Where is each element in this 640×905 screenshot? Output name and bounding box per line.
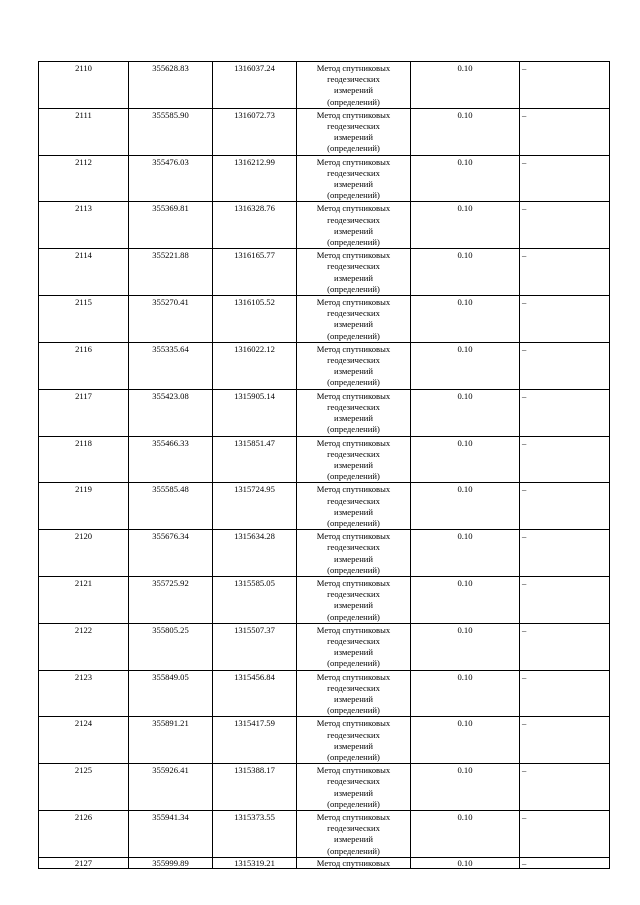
- x-coordinate-cell: 355466.33: [129, 436, 213, 483]
- point-number-cell: 2110: [39, 62, 129, 109]
- x-coordinate-cell: 355423.08: [129, 389, 213, 436]
- table-row: [39, 670, 610, 717]
- description-cell: –: [520, 670, 610, 717]
- method-line: Метод спутниковых: [316, 484, 391, 495]
- description-cell: –: [520, 389, 610, 436]
- method-line: измерений: [333, 693, 374, 704]
- method-line: геодезических: [327, 308, 380, 319]
- y-coordinate-cell: 1315585.05: [213, 576, 297, 623]
- x-coordinate-cell: 355270.41: [129, 296, 213, 343]
- method-cell: [297, 670, 411, 717]
- method-cell: [297, 296, 411, 343]
- accuracy-cell: 0.10: [411, 811, 520, 858]
- method-cell: [297, 62, 411, 109]
- method-cell: [297, 717, 411, 764]
- y-coordinate-cell: 1315319.21: [213, 857, 297, 868]
- point-number-cell: 2114: [39, 249, 129, 296]
- method-line: измерений: [333, 225, 374, 236]
- x-coordinate-cell: 355891.21: [129, 717, 213, 764]
- x-coordinate-cell: 355941.34: [129, 811, 213, 858]
- method-cell: [297, 857, 411, 868]
- x-coordinate-cell: 355725.92: [129, 576, 213, 623]
- method-line: геодезических: [327, 635, 380, 646]
- accuracy-cell: 0.10: [411, 670, 520, 717]
- accuracy-cell: 0.10: [411, 576, 520, 623]
- method-line: Метод спутниковых: [316, 203, 391, 214]
- accuracy-cell: 0.10: [411, 342, 520, 389]
- y-coordinate-cell: 1316165.77: [213, 249, 297, 296]
- method-line: Метод спутниковых: [316, 343, 391, 354]
- x-coordinate-cell: 355999.89: [129, 857, 213, 868]
- method-line: измерений: [333, 85, 374, 96]
- table-row: [39, 623, 610, 670]
- method-line: (определений): [327, 143, 380, 154]
- y-coordinate-cell: 1315388.17: [213, 764, 297, 811]
- y-coordinate-cell: 1316072.73: [213, 108, 297, 155]
- point-number-cell: 2116: [39, 342, 129, 389]
- point-number-cell: 2113: [39, 202, 129, 249]
- table-row: [39, 389, 610, 436]
- method-cell: [297, 530, 411, 577]
- method-line: геодезических: [327, 261, 380, 272]
- description-cell: –: [520, 530, 610, 577]
- x-coordinate-cell: 355628.83: [129, 62, 213, 109]
- description-cell: –: [520, 202, 610, 249]
- y-coordinate-cell: 1315417.59: [213, 717, 297, 764]
- method-cell: [297, 576, 411, 623]
- method-line: измерений: [333, 506, 374, 517]
- table-row: [39, 717, 610, 764]
- method-line: геодезических: [327, 167, 380, 178]
- y-coordinate-cell: 1316212.99: [213, 155, 297, 202]
- method-line: (определений): [327, 424, 380, 435]
- y-coordinate-cell: 1316328.76: [213, 202, 297, 249]
- method-line: геодезических: [327, 355, 380, 366]
- method-line: (определений): [327, 190, 380, 201]
- y-coordinate-cell: 1316105.52: [213, 296, 297, 343]
- accuracy-cell: 0.10: [411, 530, 520, 577]
- description-cell: –: [520, 62, 610, 109]
- x-coordinate-cell: 355335.64: [129, 342, 213, 389]
- y-coordinate-cell: 1315507.37: [213, 623, 297, 670]
- method-line: (определений): [327, 283, 380, 294]
- method-line: Метод спутниковых: [316, 63, 391, 73]
- y-coordinate-cell: 1315724.95: [213, 483, 297, 530]
- description-cell: –: [520, 623, 610, 670]
- method-cell: [297, 811, 411, 858]
- point-number-cell: 2125: [39, 764, 129, 811]
- method-line: измерений: [333, 740, 374, 751]
- method-line: Метод спутниковых: [316, 577, 391, 588]
- description-cell: –: [520, 249, 610, 296]
- method-line: (определений): [327, 705, 380, 716]
- method-cell: [297, 108, 411, 155]
- method-line: геодезических: [327, 214, 380, 225]
- method-line: (определений): [327, 845, 380, 856]
- method-line: измерений: [333, 132, 374, 143]
- point-number-cell: 2122: [39, 623, 129, 670]
- point-number-cell: 2127: [39, 857, 129, 868]
- table-row: [39, 155, 610, 202]
- point-number-cell: 2124: [39, 717, 129, 764]
- x-coordinate-cell: 355805.25: [129, 623, 213, 670]
- point-number-cell: 2120: [39, 530, 129, 577]
- method-line: (определений): [327, 658, 380, 669]
- method-line: геодезических: [327, 495, 380, 506]
- table-row: [39, 296, 610, 343]
- method-line: Метод спутниковых: [316, 671, 391, 682]
- table-row: [39, 202, 610, 249]
- accuracy-cell: 0.10: [411, 155, 520, 202]
- table-body: [39, 62, 610, 869]
- x-coordinate-cell: 355926.41: [129, 764, 213, 811]
- x-coordinate-cell: 355849.05: [129, 670, 213, 717]
- x-coordinate-cell: 355221.88: [129, 249, 213, 296]
- accuracy-cell: 0.10: [411, 62, 520, 109]
- method-line: измерений: [333, 413, 374, 424]
- y-coordinate-cell: 1316022.12: [213, 342, 297, 389]
- method-line: Метод спутниковых: [316, 531, 391, 542]
- table-row: [39, 62, 610, 109]
- method-line: измерений: [333, 366, 374, 377]
- method-line: измерений: [333, 600, 374, 611]
- method-line: Метод спутниковых: [316, 812, 391, 822]
- method-line: измерений: [333, 647, 374, 658]
- method-line: измерений: [333, 319, 374, 330]
- x-coordinate-cell: 355676.34: [129, 530, 213, 577]
- method-cell: [297, 764, 411, 811]
- method-line: геодезических: [327, 448, 380, 459]
- method-line: геодезических: [327, 776, 380, 787]
- description-cell: –: [520, 296, 610, 343]
- method-line: Метод спутниковых: [316, 624, 391, 635]
- table-row: [39, 342, 610, 389]
- table-row: [39, 576, 610, 623]
- table-row: [39, 436, 610, 483]
- accuracy-cell: 0.10: [411, 249, 520, 296]
- method-line: Метод спутниковых: [316, 390, 391, 401]
- method-line: (определений): [327, 330, 380, 341]
- method-cell: [297, 202, 411, 249]
- method-line: (определений): [327, 611, 380, 622]
- method-line: (определений): [327, 377, 380, 388]
- method-line: геодезических: [327, 121, 380, 132]
- coordinates-table: [38, 61, 610, 869]
- method-cell: [297, 342, 411, 389]
- description-cell: –: [520, 436, 610, 483]
- y-coordinate-cell: 1315851.47: [213, 436, 297, 483]
- point-number-cell: 2123: [39, 670, 129, 717]
- point-number-cell: 2126: [39, 811, 129, 858]
- method-cell: [297, 436, 411, 483]
- point-number-cell: 2111: [39, 108, 129, 155]
- x-coordinate-cell: 355585.48: [129, 483, 213, 530]
- table-row: [39, 249, 610, 296]
- method-line: геодезических: [327, 74, 380, 85]
- method-line: Метод спутниковых: [316, 156, 391, 167]
- accuracy-cell: 0.10: [411, 623, 520, 670]
- table-row: [39, 811, 610, 858]
- y-coordinate-cell: 1315905.14: [213, 389, 297, 436]
- method-line: геодезических: [327, 682, 380, 693]
- method-line: Метод спутниковых: [316, 250, 391, 261]
- method-line: (определений): [327, 96, 380, 107]
- method-line: геодезических: [327, 823, 380, 834]
- table-row: [39, 483, 610, 530]
- y-coordinate-cell: 1315456.84: [213, 670, 297, 717]
- method-cell: [297, 483, 411, 530]
- y-coordinate-cell: 1316037.24: [213, 62, 297, 109]
- x-coordinate-cell: 355585.90: [129, 108, 213, 155]
- point-number-cell: 2118: [39, 436, 129, 483]
- method-cell: [297, 623, 411, 670]
- table-row: [39, 108, 610, 155]
- description-cell: –: [520, 108, 610, 155]
- method-cell: [297, 389, 411, 436]
- method-line: Метод спутниковых: [316, 718, 391, 729]
- description-cell: –: [520, 717, 610, 764]
- method-line: измерений: [333, 834, 374, 845]
- method-line: измерений: [333, 272, 374, 283]
- description-cell: –: [520, 483, 610, 530]
- x-coordinate-cell: 355476.03: [129, 155, 213, 202]
- method-line: геодезических: [327, 589, 380, 600]
- point-number-cell: 2119: [39, 483, 129, 530]
- accuracy-cell: 0.10: [411, 389, 520, 436]
- method-line: (определений): [327, 751, 380, 762]
- method-line: измерений: [333, 553, 374, 564]
- method-line: Метод спутниковых: [316, 109, 391, 120]
- point-number-cell: 2112: [39, 155, 129, 202]
- method-line: Метод спутниковых: [316, 765, 391, 776]
- accuracy-cell: 0.10: [411, 483, 520, 530]
- method-cell: [297, 249, 411, 296]
- method-line: измерений: [333, 787, 374, 798]
- method-line: измерений: [333, 459, 374, 470]
- description-cell: –: [520, 576, 610, 623]
- y-coordinate-cell: 1315634.28: [213, 530, 297, 577]
- table-row: [39, 857, 610, 868]
- method-line: Метод спутниковых: [316, 297, 391, 308]
- accuracy-cell: 0.10: [411, 202, 520, 249]
- table-row: [39, 764, 610, 811]
- accuracy-cell: 0.10: [411, 296, 520, 343]
- point-number-cell: 2117: [39, 389, 129, 436]
- description-cell: –: [520, 857, 610, 868]
- accuracy-cell: 0.10: [411, 857, 520, 868]
- method-line: Метод спутниковых: [316, 437, 391, 448]
- x-coordinate-cell: 355369.81: [129, 202, 213, 249]
- accuracy-cell: 0.10: [411, 436, 520, 483]
- description-cell: –: [520, 764, 610, 811]
- method-line: геодезических: [327, 542, 380, 553]
- description-cell: –: [520, 811, 610, 858]
- method-line: (определений): [327, 798, 380, 809]
- table-row: [39, 530, 610, 577]
- accuracy-cell: 0.10: [411, 717, 520, 764]
- method-line: Метод спутниковых: [316, 857, 391, 868]
- method-line: (определений): [327, 517, 380, 528]
- point-number-cell: 2115: [39, 296, 129, 343]
- y-coordinate-cell: 1315373.55: [213, 811, 297, 858]
- accuracy-cell: 0.10: [411, 108, 520, 155]
- description-cell: –: [520, 342, 610, 389]
- method-line: (определений): [327, 564, 380, 575]
- method-cell: [297, 155, 411, 202]
- point-number-cell: 2121: [39, 576, 129, 623]
- method-line: измерений: [333, 179, 374, 190]
- method-line: геодезических: [327, 401, 380, 412]
- accuracy-cell: 0.10: [411, 764, 520, 811]
- method-line: геодезических: [327, 729, 380, 740]
- description-cell: –: [520, 155, 610, 202]
- method-line: (определений): [327, 471, 380, 482]
- method-line: (определений): [327, 237, 380, 248]
